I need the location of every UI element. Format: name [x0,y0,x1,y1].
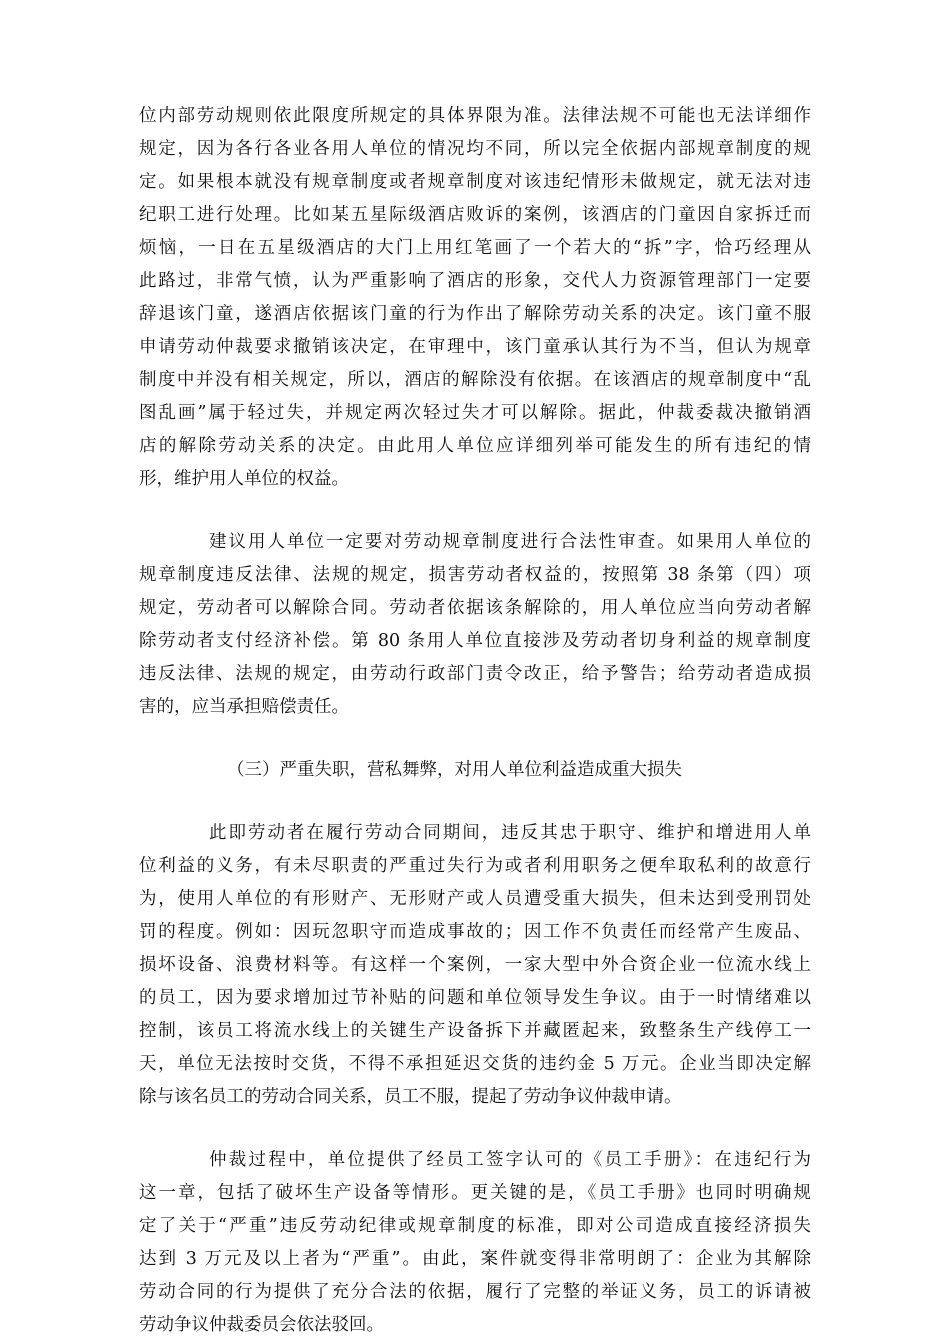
text-line: 天，单位无法按时交货，不得不承担延迟交货的违约金 5 万元。企业当即决定解 [139,1054,811,1074]
text-line: 此路过，非常气愤，认为严重影响了酒店的形象，交代人力资源管理部门一定要 [139,271,811,291]
paragraph-serious-negligence [139,817,811,1114]
paragraph-hotel-case [139,100,811,496]
text-line: 位利益的义务，有未尽职责的严重过失行为或者利用职务之便牟取私利的故意行 [139,856,811,876]
text-line: 辞退该门童，遂酒店依据该门童的行为作出了解除劳动关系的决定。该门童不服 [139,304,811,324]
text-line: 申请劳动仲裁要求撤销该决定，在审理中，该门童承认其行为不当，但认为规章 [139,337,811,357]
text-line: 损坏设备、浪费材料等。有这样一个案例，一家大型中外合资企业一位流水线上 [139,955,811,975]
section-heading: （三）严重失职，营私舞弊，对用人单位利益造成重大损失 [227,760,682,780]
text-line: 定。如果根本就没有规章制度或者规章制度对该违纪情形未做规定，就无法对违 [139,172,811,192]
text-line: 劳动合同的行为提供了充分合法的依据，履行了完整的举证义务，员工的诉请被 [139,1282,811,1302]
text-line: 这一章，包括了破坏生产设备等情形。更关键的是，《员工手册》也同时明确规 [139,1183,811,1203]
text-line: 建议用人单位一定要对劳动规章制度进行合法性审查。如果用人单位的 [209,532,811,552]
text-line: 为，使用人单位的有形财产、无形财产或人员遭受重大损失，但未达到受刑罚处 [139,889,811,909]
text-line: 店的解除劳动关系的决定。由此用人单位应详细列举可能发生的所有违纪的情 [139,436,811,456]
text-line: 定了关于“严重”违反劳动纪律或规章制度的标准，即对公司造成直接经济损失 [139,1216,811,1236]
text-line: 的员工，因为要求增加过节补贴的问题和单位领导发生争议。由于一时情绪难以 [139,988,811,1008]
text-line: 纪职工进行处理。比如某五星际级酒店败诉的案例，该酒店的门童因自家拆迁而 [139,205,811,225]
text-line: 图乱画”属于轻过失，并规定两次轻过失才可以解除。据此，仲裁委裁决撤销酒 [139,403,811,423]
text-line: 仲裁过程中，单位提供了经员工签字认可的《员工手册》：在违纪行为 [209,1150,811,1170]
text-line: 除与该名员工的劳动合同关系，员工不服，提起了劳动争议仲裁申请。 [139,1087,682,1107]
text-line: 控制，该员工将流水线上的关键生产设备拆下并藏匿起来，致整条生产线停工一 [139,1021,811,1041]
document-body [139,100,811,1342]
text-line: 烦恼，一日在五星级酒店的大门上用红笔画了一个若大的“拆”字，恰巧经理从 [139,238,811,258]
text-line: 劳动争议仲裁委员会依法驳回。 [139,1315,384,1335]
text-line: 违反法律、法规的规定，由劳动行政部门责令改正，给予警告；给劳动者造成损 [139,664,811,684]
text-line: 除劳动者支付经济补偿。第 80 条用人单位直接涉及劳动者切身利益的规章制度 [139,631,811,651]
text-line: 规章制度违反法律、法规的规定，损害劳动者权益的，按照第 38 条第（四）项 [139,565,811,585]
text-line: 规定，劳动者可以解除合同。劳动者依据该条解除的，用人单位应当向劳动者解 [139,598,811,618]
text-line: 达到 3 万元及以上者为“严重”。由此，案件就变得非常明朗了：企业为其解除 [139,1249,811,1269]
text-line: 害的，应当承担赔偿责任。 [139,697,349,717]
paragraph-legality-review [139,526,811,724]
text-line: 形，维护用人单位的权益。 [139,469,349,489]
text-line: 规定，因为各行各业各用人单位的情况均不同，所以完全依据内部规章制度的规 [139,139,811,159]
text-line: 罚的程度。例如：因玩忽职守而造成事故的；因工作不负责任而经常产生废品、 [139,922,811,942]
text-line: 制度中并没有相关规定，所以，酒店的解除没有依据。在该酒店的规章制度中“乱 [139,370,811,390]
paragraph-arbitration [139,1144,811,1342]
text-line: 此即劳动者在履行劳动合同期间，违反其忠于职守、维护和增进用人单 [209,823,811,843]
text-line: 位内部劳动规则依此限度所规定的具体界限为准。法律法规不可能也无法详细作 [139,106,811,126]
